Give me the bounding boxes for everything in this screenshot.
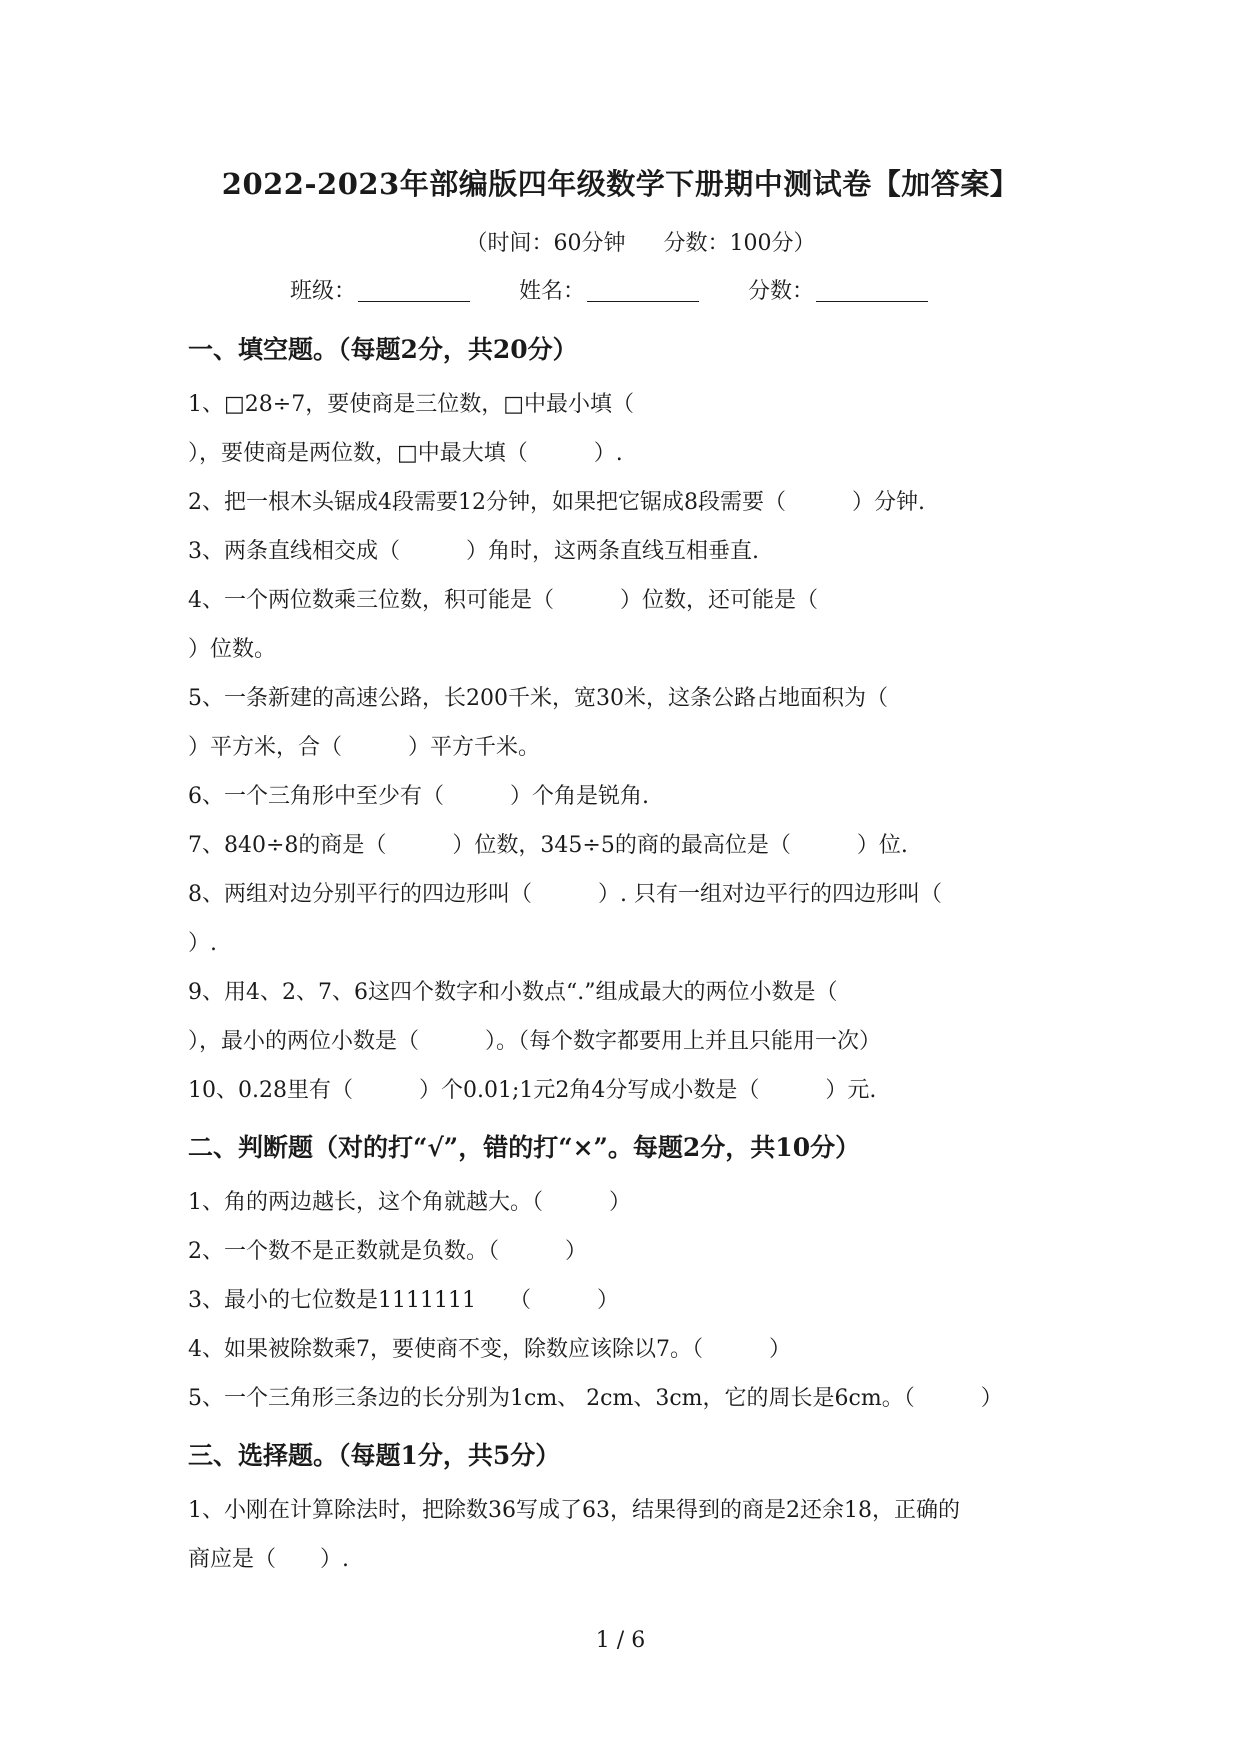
- question-line: ），最小的两位小数是（ ）。（每个数字都要用上并且只能用一次）: [188, 1029, 882, 1054]
- page-title: 2022-2023年部编版四年级数学下册期中测试卷【加答案】: [221, 167, 1020, 201]
- exam-meta: [0, 226, 1241, 257]
- question-line: ），要使商是两位数，□中最大填（ ）.: [188, 441, 623, 466]
- total-score-info: 分数：100分）: [663, 231, 816, 256]
- question-line: 1、□28÷7，要使商是三位数，□中最小填（: [188, 392, 634, 417]
- question-line: 2、把一根木头锯成4段需要12分钟，如果把它锯成8段需要（ ）分钟.: [188, 490, 925, 515]
- student-info: [290, 274, 970, 305]
- class-field: [290, 274, 470, 305]
- question-line: 5、一条新建的高速公路，长200千米，宽30米，这条公路占地面积为（: [188, 686, 888, 711]
- question-line: 9、用4、2、7、6这四个数字和小数点“.”组成最大的两位小数是（: [188, 980, 838, 1005]
- name-label: 姓名：: [519, 279, 586, 304]
- name-blank: [587, 279, 699, 302]
- page-number: 1 / 6: [595, 1628, 646, 1653]
- question-line: 4、如果被除数乘7，要使商不变，除数应该除以7。（ ）: [188, 1337, 791, 1362]
- score-field: [748, 274, 928, 305]
- question-line: ）平方米，合（ ）平方千米。: [188, 735, 541, 760]
- question-line: 4、一个两位数乘三位数，积可能是（ ）位数，还可能是（: [188, 588, 818, 613]
- question-line: ）.: [188, 931, 217, 956]
- question-line: 3、两条直线相交成（ ）角时，这两条直线互相垂直.: [188, 539, 759, 564]
- question-line: 3、最小的七位数是1111111 （ ）: [188, 1288, 619, 1313]
- score-label: 分数：: [748, 279, 815, 304]
- name-field: [519, 274, 699, 305]
- question-line: 1、小刚在计算除法时，把除数36写成了63，结果得到的商是2还余18，正确的: [188, 1498, 960, 1523]
- question-line: ）位数。: [188, 637, 277, 662]
- question-line: 5、一个三角形三条边的长分别为1cm、 2cm、3cm，它的周长是6cm。（ ）: [188, 1386, 1003, 1411]
- section-heading-true-false: 二、判断题（对的打“√”，错的打“×”。每题2分，共10分）: [188, 1133, 861, 1162]
- class-blank: [358, 279, 470, 302]
- section-heading-multiple-choice: 三、选择题。（每题1分，共5分）: [188, 1441, 561, 1470]
- score-blank: [816, 279, 928, 302]
- question-line: 10、0.28里有（ ）个0.01;1元2角4分写成小数是（ ）元.: [188, 1078, 877, 1103]
- class-label: 班级：: [290, 279, 357, 304]
- question-line: 商应是（ ）.: [188, 1547, 349, 1572]
- section-heading-fill-blank: 一、填空题。（每题2分，共20分）: [188, 335, 578, 364]
- question-line: 6、一个三角形中至少有（ ）个角是锐角.: [188, 784, 649, 809]
- question-line: 7、840÷8的商是（ ）位数，345÷5的商的最高位是（ ）位.: [188, 833, 908, 858]
- question-line: 2、一个数不是正数就是负数。（ ）: [188, 1239, 587, 1264]
- question-line: 1、角的两边越长，这个角就越大。（ ）: [188, 1190, 631, 1215]
- time-info: （时间：60分钟: [465, 231, 626, 256]
- question-line: 8、两组对边分别平行的四边形叫（ ）. 只有一组对边平行的四边形叫（: [188, 882, 942, 907]
